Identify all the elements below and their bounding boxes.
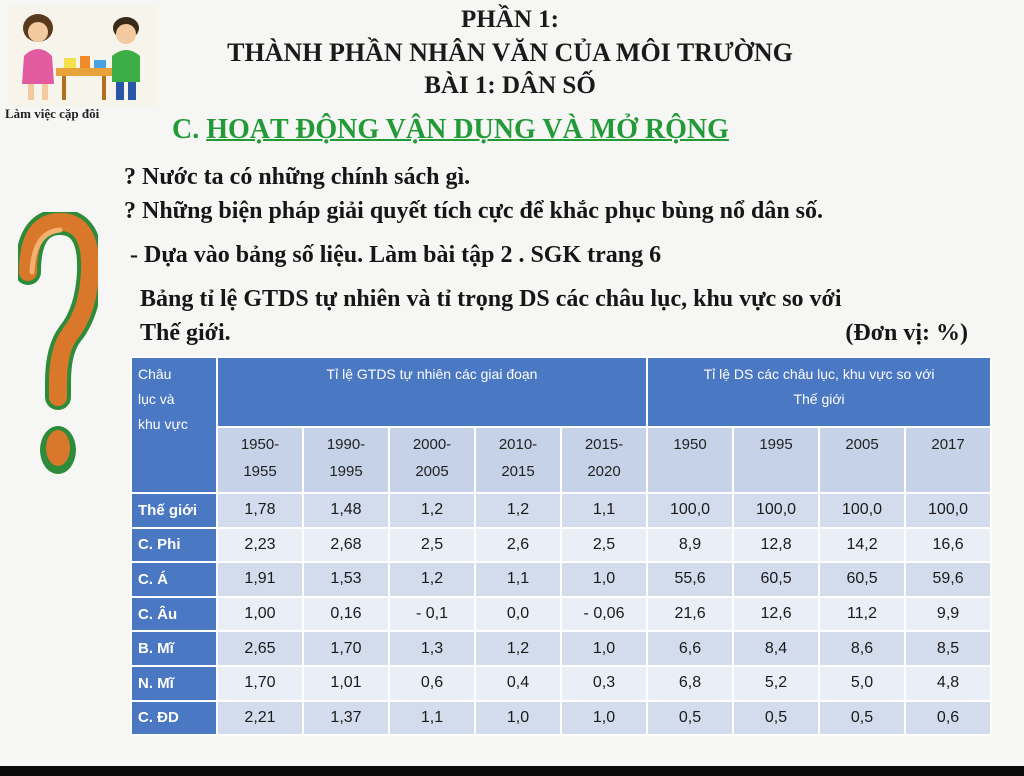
table-cell: 8,9: [647, 528, 733, 563]
table-cell: 55,6: [647, 562, 733, 597]
table-unit: (Đơn vị: %): [845, 320, 968, 346]
region-label: N. Mĩ: [131, 666, 217, 701]
table-cell: 100,0: [733, 493, 819, 528]
table-cell: 100,0: [905, 493, 991, 528]
section-title: HOẠT ĐỘNG VẬN DỤNG VÀ MỞ RỘNG: [206, 114, 729, 145]
region-label: C. Phi: [131, 528, 217, 563]
population-share-header: Tỉ lệ DS các châu lục, khu vực so với Thế giới: [647, 357, 991, 427]
table-row: [131, 493, 991, 528]
instruction: - Dựa vào bảng số liệu. Làm bài tập 2 . SGK trang 6: [130, 242, 662, 268]
table-cell: 2,5: [389, 528, 475, 563]
table-cell: 2,21: [217, 701, 303, 736]
table-cell: 1,1: [561, 493, 647, 528]
table-cell: 4,8: [905, 666, 991, 701]
table-caption-line2: Thế giới.: [140, 320, 231, 346]
table-cell: 14,2: [819, 528, 905, 563]
table-cell: 1,78: [217, 493, 303, 528]
growth-rate-header: Tỉ lệ GTDS tự nhiên các giai đoạn: [217, 357, 647, 427]
part-title: THÀNH PHẦN NHÂN VĂN CỦA MÔI TRƯỜNG: [227, 38, 793, 67]
table-cell: 0,5: [647, 701, 733, 736]
table-cell: 1,37: [303, 701, 389, 736]
region-label: C. Á: [131, 562, 217, 597]
table-row: [131, 666, 991, 701]
table-cell: 16,6: [905, 528, 991, 563]
table-caption-line1: Bảng tỉ lệ GTDS tự nhiên và tỉ trọng DS các châu lục, khu vực so với: [140, 286, 842, 312]
table-row: [131, 528, 991, 563]
question-1: ? Nước ta có những chính sách gì.: [124, 164, 471, 190]
year-header: 1950: [647, 427, 733, 493]
table-cell: 0,16: [303, 597, 389, 632]
table-cell: 1,0: [475, 701, 561, 736]
table-cell: 1,53: [303, 562, 389, 597]
table-cell: 1,70: [217, 666, 303, 701]
table-cell: 8,6: [819, 631, 905, 666]
year-header: 2017: [905, 427, 991, 493]
table-cell: - 0,1: [389, 597, 475, 632]
children-working-illustration: [8, 6, 158, 106]
table-cell: 0,6: [389, 666, 475, 701]
table-cell: 2,68: [303, 528, 389, 563]
table-row: [131, 562, 991, 597]
table-cell: 1,01: [303, 666, 389, 701]
table-row: [131, 597, 991, 632]
table-cell: 1,91: [217, 562, 303, 597]
table-row: [131, 701, 991, 736]
question-mark-icon: [18, 212, 98, 492]
table-cell: 60,5: [733, 562, 819, 597]
section-heading: [172, 114, 729, 146]
region-label: C. ĐD: [131, 701, 217, 736]
corner-header: Châu lục và khu vực: [131, 357, 217, 493]
table-cell: 11,2: [819, 597, 905, 632]
table-cell: 2,6: [475, 528, 561, 563]
table-cell: 1,0: [561, 562, 647, 597]
table-cell: 100,0: [819, 493, 905, 528]
table-cell: 1,2: [475, 631, 561, 666]
table-cell: 2,65: [217, 631, 303, 666]
region-label: C. Âu: [131, 597, 217, 632]
period-header: 2010- 2015: [475, 427, 561, 493]
table-cell: 100,0: [647, 493, 733, 528]
table-cell: - 0,06: [561, 597, 647, 632]
table-cell: 5,2: [733, 666, 819, 701]
period-header: 1990- 1995: [303, 427, 389, 493]
table-cell: 9,9: [905, 597, 991, 632]
table-cell: 6,6: [647, 631, 733, 666]
table-cell: 1,1: [475, 562, 561, 597]
part-label: PHẦN 1:: [461, 6, 559, 33]
table-cell: 12,6: [733, 597, 819, 632]
table-cell: 6,8: [647, 666, 733, 701]
lesson-title: BÀI 1: DÂN SỐ: [424, 72, 596, 99]
bottom-bar: [0, 766, 1024, 776]
period-header: 2000- 2005: [389, 427, 475, 493]
table-body: [131, 493, 991, 735]
table-cell: 1,48: [303, 493, 389, 528]
table-cell: 2,23: [217, 528, 303, 563]
table-cell: 1,70: [303, 631, 389, 666]
table-cell: 2,5: [561, 528, 647, 563]
table-cell: 0,0: [475, 597, 561, 632]
table-cell: 8,4: [733, 631, 819, 666]
table-cell: 1,2: [389, 493, 475, 528]
table-cell: 0,5: [733, 701, 819, 736]
illustration-caption: Làm việc cặp đôi: [5, 106, 100, 121]
table-cell: 21,6: [647, 597, 733, 632]
region-label: Thế giới: [131, 493, 217, 528]
table-cell: 8,5: [905, 631, 991, 666]
section-prefix: C.: [172, 114, 207, 145]
table-cell: 60,5: [819, 562, 905, 597]
table-cell: 12,8: [733, 528, 819, 563]
table-cell: 1,2: [389, 562, 475, 597]
table-row: [131, 631, 991, 666]
table-cell: 0,6: [905, 701, 991, 736]
table-cell: 1,1: [389, 701, 475, 736]
table-cell: 5,0: [819, 666, 905, 701]
table-cell: 1,3: [389, 631, 475, 666]
year-header: 2005: [819, 427, 905, 493]
table-cell: 1,00: [217, 597, 303, 632]
year-header: 1995: [733, 427, 819, 493]
population-table: [130, 356, 992, 736]
question-2: ? Những biện pháp giải quyết tích cực để khắc phục bùng nổ dân số.: [124, 198, 823, 224]
table-cell: 59,6: [905, 562, 991, 597]
period-header: 2015- 2020: [561, 427, 647, 493]
table-cell: 0,5: [819, 701, 905, 736]
table-cell: 0,3: [561, 666, 647, 701]
table-cell: 1,2: [475, 493, 561, 528]
period-header: 1950- 1955: [217, 427, 303, 493]
table-cell: 1,0: [561, 701, 647, 736]
table-cell: 1,0: [561, 631, 647, 666]
region-label: B. Mĩ: [131, 631, 217, 666]
table-cell: 0,4: [475, 666, 561, 701]
